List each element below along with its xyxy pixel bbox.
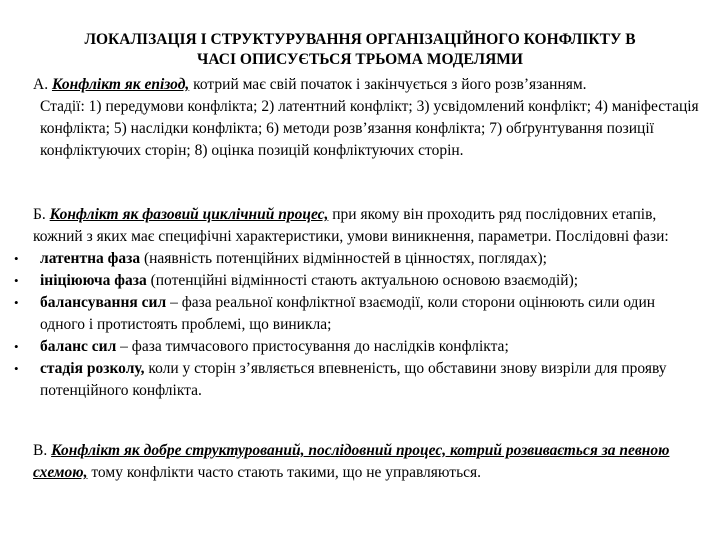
model-b-term: Конфлікт як фазовий циклічний процес, [49, 206, 329, 223]
model-c-term: Конфлікт як добре структурований, послідовний процес, котрий розвивається за певною схемою, [33, 442, 670, 481]
phase-name: латентна фаза [40, 250, 141, 267]
phase-item [14, 358, 700, 402]
model-b-marker: Б. [33, 206, 46, 223]
model-c-marker: В. [33, 442, 48, 459]
phase-item [14, 270, 700, 292]
phase-desc: (потенційні відмінності стають актуальною основою взаємодій); [146, 272, 579, 289]
phase-item [14, 292, 700, 336]
model-a-rest: котрий має свій початок і закінчується з його розв’язанням. [189, 76, 587, 93]
phase-item [14, 248, 700, 270]
phase-desc: – фаза тимчасового пристосування до наслідків конфлікта; [116, 338, 509, 355]
title-line-1: ЛОКАЛІЗАЦІЯ І СТРУКТУРУВАННЯ ОРГАНІЗАЦІЙНОГО КОНФЛІКТУ В [84, 31, 636, 48]
title-line-2: ЧАСІ ОПИСУЄТЬСЯ ТРЬОМА МОДЕЛЯМИ [197, 51, 523, 68]
model-b-block [14, 204, 700, 402]
model-c-rest: тому конфлікти часто стають такими, що не управляються. [87, 464, 482, 481]
model-c-text [33, 440, 700, 484]
model-c-block [33, 440, 700, 484]
model-a-stages: Стадії: 1) передумови конфлікта; 2) латентний конфлікт; 3) усвідомлений конфлікт; 4) маніфестація конфлікта; 5) наслідки конфлікта; 6) методи розв’язання конфлікта; 7) обґрунтування позиції конфліктуючих сторін; 8) оцінка позицій конфліктуючих сторін. [40, 98, 699, 159]
phase-name: стадія розколу, [40, 360, 145, 377]
model-a-term: Конфлікт як епізод, [51, 76, 190, 93]
phase-name: баланс сил [40, 338, 117, 355]
phase-list [14, 248, 700, 402]
phase-name: ініціююча фаза [40, 272, 147, 289]
model-b-rest: при якому він проходить ряд послідовних етапів, кожний з яких має специфічні характеристики, умови виникнення, параметри. Послідовні фази: [33, 206, 669, 245]
bullet-icon: • [14, 251, 19, 266]
phase-name: балансування сил [40, 294, 167, 311]
bullet-icon: • [14, 339, 19, 354]
model-b-intro [33, 204, 700, 248]
phase-desc: (наявність потенційних відмінностей в цінностях, поглядах); [140, 250, 547, 267]
bullet-icon: • [14, 361, 19, 376]
phase-desc: – фаза реальної конфліктної взаємодії, коли сторони оцінюють сили один одного і протистоять проблемі, що виникла; [40, 294, 656, 333]
bullet-icon: • [14, 295, 19, 310]
phase-item [14, 336, 700, 358]
phase-desc: коли у сторін з’являється впевненість, що обставини знову визріли для прояву потенційного конфлікта. [40, 360, 667, 399]
slide-title [20, 30, 700, 70]
model-a-block [33, 74, 700, 162]
model-a-marker: А. [33, 76, 49, 93]
bullet-icon: • [14, 273, 19, 288]
model-a-first-line [33, 74, 700, 96]
